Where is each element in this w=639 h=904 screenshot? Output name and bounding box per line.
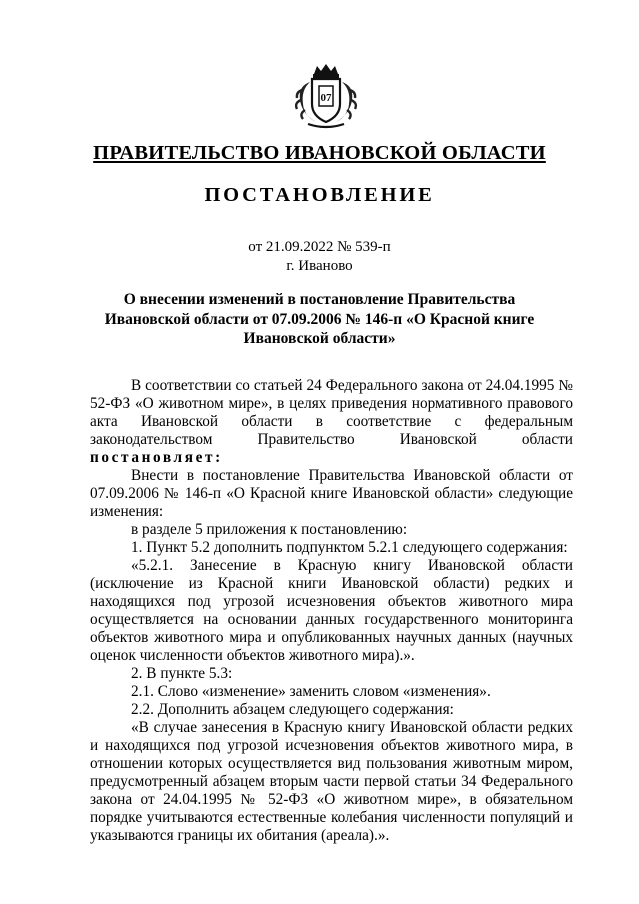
amendment-intro: Внести в постановление Правительства Ивановской области от 07.09.2006 № 146-п «О Красной книге Ивановской области» следующие изменения:: [90, 467, 573, 520]
item-2-1: 2.1. Слово «изменение» заменить словом «изменения».: [131, 683, 491, 700]
document-type: ПОСТАНОВЛЕНИЕ: [204, 184, 435, 206]
section-reference: в разделе 5 приложения к постановлению:: [131, 521, 408, 538]
item-2-2-text: «В случае занесения в Красную книгу Ивановской области редких и находящихся под угрозой исчезновения объектов животного мира, в отношении которых осуществляется вид пользования животным миром, предусмотренный абзацем вторым части первой статьи 34 Федерального закона от 24.04.1995 № 52-ФЗ «О животном мире», в обязательном порядке учитываются естественные колебания численности популяций и указываются границы их обитания (ареала).».: [90, 719, 573, 844]
document-body: [90, 377, 573, 845]
item-1-text: «5.2.1. Занесение в Красную книгу Ивановской области (исключение из Красной книги Ивановской области) редких и находящихся под угрозой исчезновения объектов животного мира осуществляется на основании данных государственного мониторинга объектов животного мира и опубликованных научных данных (научных оценок численности объектов животного мира).».: [90, 557, 573, 664]
resolves-label: постановляет:: [90, 449, 223, 466]
svg-text:07: 07: [320, 92, 332, 104]
resolves-word: [90, 449, 573, 467]
government-title: ПРАВИТЕЛЬСТВО ИВАНОВСКОЙ ОБЛАСТИ: [93, 142, 546, 164]
item-2-2: 2.2. Дополнить абзацем следующего содержания:: [131, 701, 454, 718]
coat-of-arms-icon: [290, 60, 362, 132]
date-number: от 21.09.2022 № 539-п: [248, 239, 391, 255]
city: г. Иваново: [286, 258, 353, 274]
preamble-paragraph: В соответствии со статьей 24 Федерального закона от 24.04.1995 № 52-ФЗ «О животном мире», в целях приведения нормативного правового акта Ивановской области в соответствие с федеральным законодательством Правительство Ивановской области: [90, 377, 573, 448]
document-subject: О внесении изменений в постановление Правительства Ивановской области от 07.09.2006 № 146-п «О Красной книге Ивановской области»: [104, 291, 535, 347]
item-2: 2. В пункте 5.3:: [131, 665, 233, 682]
item-1: 1. Пункт 5.2 дополнить подпунктом 5.2.1 следующего содержания:: [131, 539, 568, 556]
